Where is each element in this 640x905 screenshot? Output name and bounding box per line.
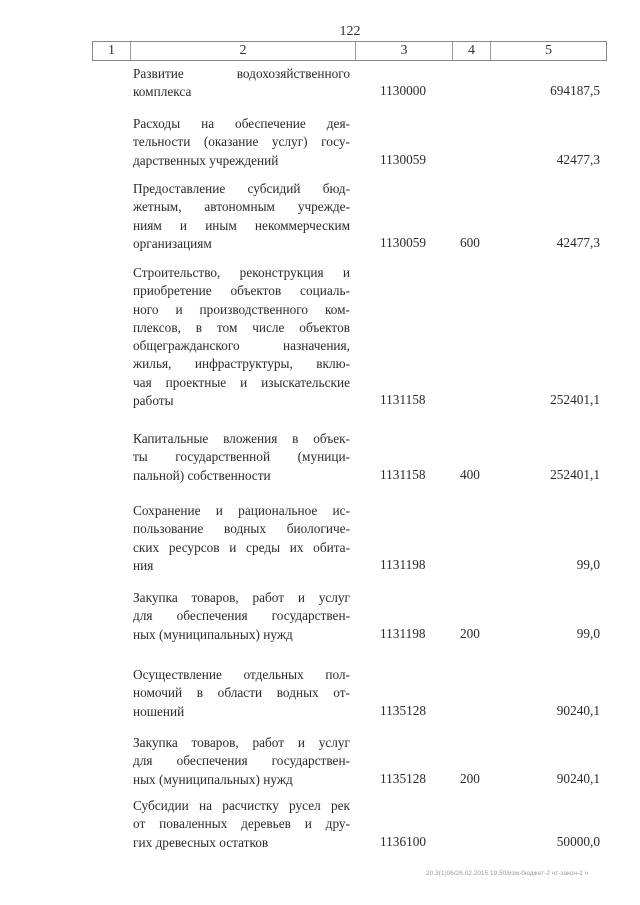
- description-line: общегражданского назначения,: [133, 338, 350, 354]
- row-expense-type: 200: [460, 625, 480, 641]
- row-amount: 99,0: [576, 625, 600, 641]
- description-line: ния: [133, 557, 154, 573]
- row-code: 1136100: [380, 833, 427, 849]
- description-line: организациям: [133, 235, 212, 251]
- header-col-3: 3: [356, 42, 453, 60]
- row-amount: 42477,3: [556, 151, 600, 167]
- description-line: Предоставление субсидий бюд-: [133, 181, 350, 196]
- row-code: 1135128: [380, 770, 427, 786]
- header-col-2: 2: [131, 42, 356, 60]
- description-line: Капитальные вложения в объек-: [133, 431, 350, 446]
- row-amount: 694187,5: [550, 83, 600, 99]
- page-number: 122: [339, 24, 361, 39]
- row-amount: 42477,3: [556, 234, 600, 250]
- row-code: 1131158: [380, 466, 426, 482]
- row-code: 1130000: [380, 83, 427, 99]
- row-code: 1135128: [380, 702, 427, 718]
- description-line: Строительство, реконструкция и: [133, 265, 350, 280]
- description-line: ных (муниципальных) нужд: [133, 771, 293, 787]
- row-code: 1131198: [380, 625, 426, 641]
- row-amount: 90240,1: [556, 770, 600, 786]
- header-col-5: 5: [545, 43, 552, 58]
- row-description: [133, 589, 350, 644]
- row-code: 1131158: [380, 392, 426, 408]
- description-line: гих древесных остатков: [133, 834, 269, 850]
- row-expense-type: 600: [460, 234, 480, 250]
- table-header: [92, 41, 607, 61]
- row-amount: 252401,1: [550, 466, 600, 482]
- description-line: чая проектные и изыскательские: [133, 374, 350, 390]
- header-col-1: 1: [93, 42, 131, 60]
- row-expense-type: 200: [460, 770, 480, 786]
- description-line: плексов, в том числе объектов: [133, 319, 350, 335]
- description-line: тельности (оказание услуг) госу-: [133, 134, 350, 150]
- description-line: Закупка товаров, работ и услуг: [133, 735, 350, 750]
- description-line: ских ресурсов и среды их обита-: [133, 539, 350, 555]
- description-line: работы: [133, 393, 174, 409]
- description-line: жилья, инфраструктуры, вклю-: [133, 356, 350, 372]
- description-line: пальной) собственности: [133, 467, 271, 483]
- description-line: ниям и иным некоммерческим: [133, 217, 350, 233]
- description-line: Расходы на обеспечение дея-: [133, 116, 350, 131]
- description-line: Субсидии на расчистку русел рек: [133, 798, 350, 813]
- row-amount: 50000,0: [556, 833, 600, 849]
- row-amount: 252401,1: [550, 392, 600, 408]
- description-line: Закупка товаров, работ и услуг: [133, 590, 350, 605]
- description-line: Развитие водохозяйственного: [133, 66, 350, 81]
- description-line: комплекса: [133, 84, 192, 100]
- row-description: [133, 666, 350, 721]
- row-description: [133, 264, 350, 410]
- row-code: 1131198: [380, 556, 426, 572]
- description-line: для обеспечения государствен-: [133, 753, 350, 769]
- description-line: ношений: [133, 703, 185, 719]
- description-line: от поваленных деревьев и дру-: [133, 816, 350, 832]
- description-line: номочий в области водных от-: [133, 685, 350, 701]
- description-line: ных (муниципальных) нужд: [133, 626, 293, 642]
- row-amount: 90240,1: [556, 702, 600, 718]
- description-line: Осуществление отдельных пол-: [133, 667, 350, 682]
- document-footer: 20.3(1)06/26.02.2015 19.50/изм-бюджет-2 чт-закон-2 ч: [426, 870, 589, 877]
- row-description: [133, 65, 350, 102]
- row-expense-type: 400: [460, 466, 480, 482]
- header-col-4: 4: [453, 42, 491, 60]
- description-line: ты государственной (муници-: [133, 449, 350, 465]
- description-line: пользование водных биологиче-: [133, 521, 350, 537]
- row-description: [133, 502, 350, 575]
- row-description: [133, 734, 350, 789]
- row-code: 1130059: [380, 151, 427, 167]
- description-line: Сохранение и рациональное ис-: [133, 503, 350, 518]
- row-description: [133, 115, 350, 170]
- row-code: 1130059: [380, 234, 427, 250]
- row-description: [133, 180, 350, 253]
- description-line: жетным, автономным учрежде-: [133, 199, 350, 215]
- description-line: дарственных учреждений: [133, 152, 279, 168]
- row-description: [133, 430, 350, 485]
- description-line: приобретение объектов социаль-: [133, 283, 350, 299]
- row-amount: 99,0: [576, 556, 600, 572]
- description-line: для обеспечения государствен-: [133, 608, 350, 624]
- row-description: [133, 797, 350, 852]
- description-line: ного и производственного ком-: [133, 301, 350, 317]
